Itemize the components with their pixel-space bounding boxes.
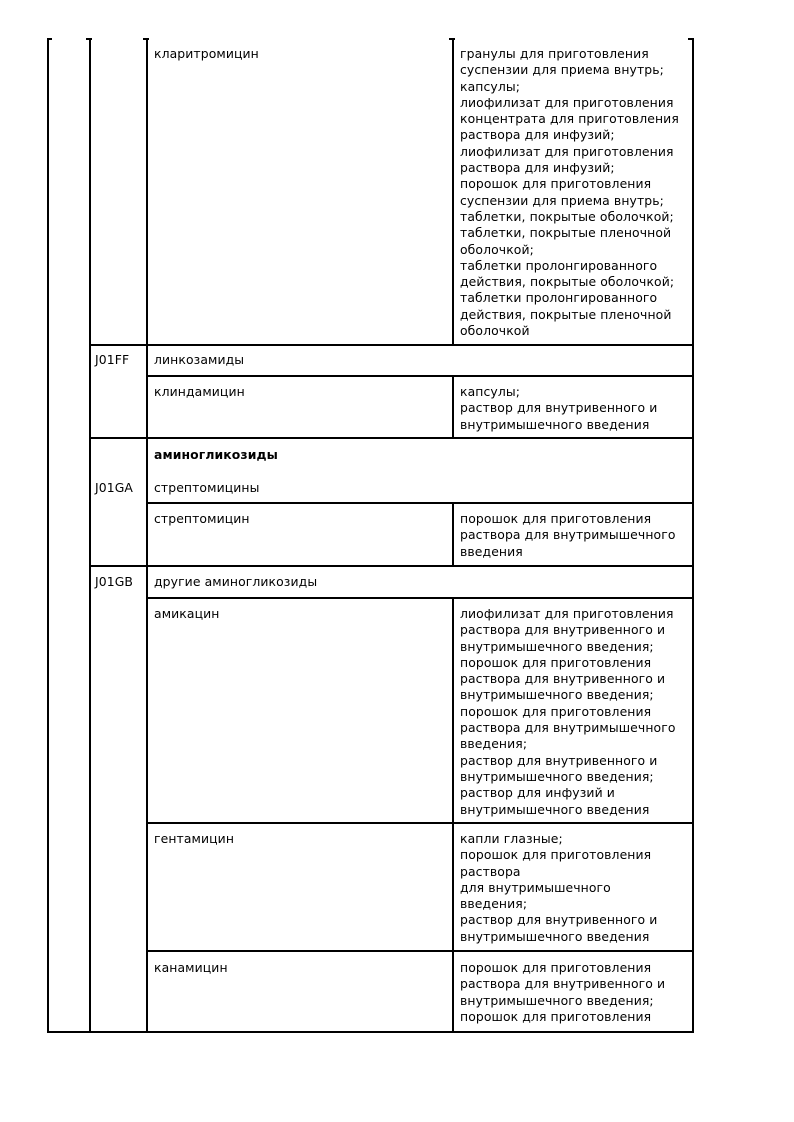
group-name: стрептомицины [154,480,260,495]
table-border-right [692,38,694,1033]
drug-name: канамицин [154,960,228,975]
table-border-forms-2 [452,375,454,437]
table-border-code [89,38,91,1033]
atc-code: J01GA [95,480,133,495]
group-name: линкозамиды [154,352,245,367]
table-border-name [146,38,148,1033]
row-divider [146,502,693,504]
table-border-forms-1 [452,38,454,344]
row-divider [89,437,693,439]
dosage-forms: лиофилизат для приготовления раствора для внутривенного и внутримышечного введения; порошок для приготовления раствора для внутривенного и внутримышечного введения; порошок для приготовления раствора для внутримышечного введения; раствор для внутривенного и внутримышечного введения; раствор для инфузий и внутримышечного введения [460,606,676,817]
row-divider [146,375,693,377]
dosage-forms: порошок для приготовления раствора для внутримышечного введения [460,511,676,559]
drug-name: стрептомицин [154,511,250,526]
drug-name: клиндамицин [154,384,245,399]
group-name: другие аминогликозиды [154,574,318,589]
dosage-forms: капли глазные; порошок для приготовления раствора для внутримышечного введения; раствор для внутривенного и внутримышечного введения [460,831,658,944]
table-top-tick-right [688,38,693,40]
dosage-forms: порошок для приготовления раствора для внутривенного и внутримышечного введения; порошок для приготовления [460,960,666,1024]
row-divider [146,822,693,824]
table-border-forms-3 [452,502,454,565]
table-border-forms-4 [452,597,454,1033]
table-border-left [47,38,49,1033]
row-divider [89,344,693,346]
group-heading: аминогликозиды [154,447,278,462]
table-top-tick-code [86,38,92,40]
row-divider [146,950,693,952]
dosage-forms: капсулы; раствор для внутривенного и внутримышечного введения [460,384,658,432]
row-divider [89,565,693,567]
table-top-tick-name [143,38,149,40]
atc-code: J01FF [95,352,130,367]
atc-code: J01GB [95,574,134,589]
table-top-tick-left [47,38,52,40]
drug-name: гентамицин [154,831,235,846]
row-divider [146,597,693,599]
table-border-bottom [47,1031,693,1033]
dosage-forms: гранулы для приготовления суспензии для приема внутрь; капсулы; лиофилизат для приготовления концентрата для приготовления раствора для инфузий; лиофилизат для приготовления раствора для инфузий; порошок для приготовления суспензии для приема внутрь; таблетки, покрытые оболочкой; таблетки, покрытые пленочной оболочкой; таблетки пролонгированного действия, покрытые оболочкой; таблетки пролонгированного действия, покрытые пленочной оболочкой [460,46,679,339]
drug-name: кларитромицин [154,46,259,61]
drug-name: амикацин [154,606,220,621]
table-top-tick-forms [449,38,455,40]
